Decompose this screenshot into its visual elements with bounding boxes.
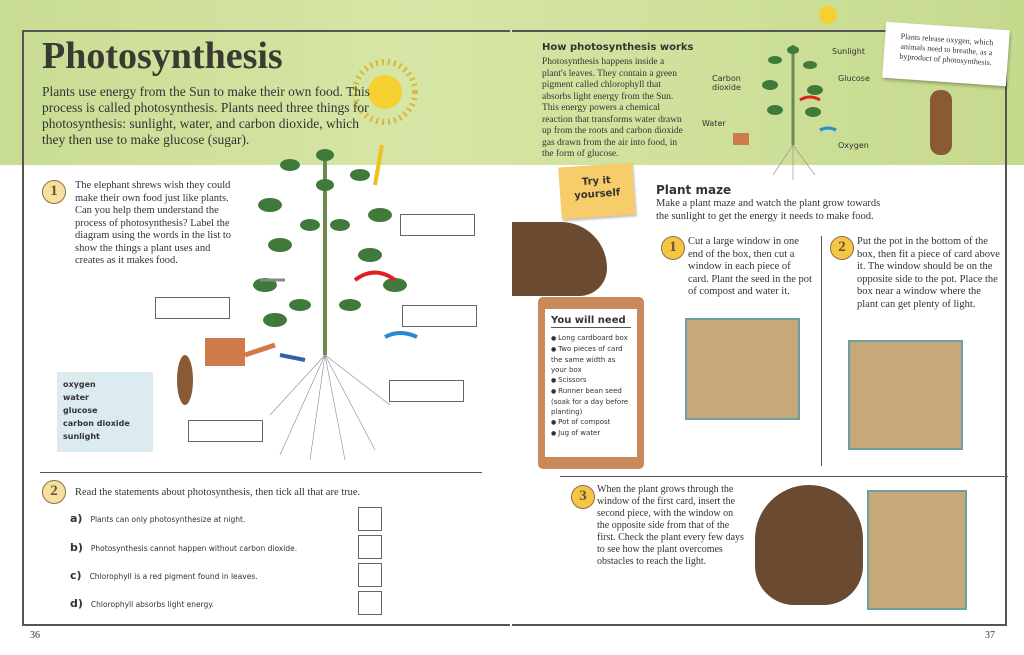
step-3-text: When the plant grows through the window of the first card, insert the second piece, with the window on the opposite side from that of the first. Check the plant every few days to see how the plant overcomes obstacles to reach the light. xyxy=(597,484,744,567)
need-item: ● Long cardboard box xyxy=(551,333,631,344)
statement-text: Photosynthesis cannot happen without carbon dioxide. xyxy=(90,544,298,553)
word: oxygen xyxy=(63,380,96,389)
statement-a xyxy=(70,512,245,525)
step-3-number: 3 xyxy=(571,485,595,509)
oxygen-note: Plants release oxygen, which animals need to breathe, as a byproduct of photosynthesis. xyxy=(882,22,1010,87)
activity-2-number: 2 xyxy=(42,480,66,504)
label-box-glucose[interactable] xyxy=(402,305,477,327)
label-oxygen: Oxygen xyxy=(838,141,869,150)
watering-can-icon xyxy=(733,133,749,145)
label-box-water[interactable] xyxy=(188,420,263,442)
try-it-yourself-note: Try it yourself xyxy=(558,162,635,219)
activity-2-text: Read the statements about photosynthesis, then tick all that are true. xyxy=(75,487,361,498)
step-1-number: 1 xyxy=(661,236,685,260)
elephant-trunk-illustration xyxy=(512,222,607,296)
page-number-left: 36 xyxy=(30,630,40,641)
word: carbon dioxide xyxy=(63,419,130,428)
checkbox-d[interactable] xyxy=(358,591,382,615)
mini-plant-illustration xyxy=(705,0,875,190)
statement-c xyxy=(70,569,258,582)
statement-letter: c) xyxy=(70,569,82,582)
watering-can-icon xyxy=(205,338,245,366)
word: glucose xyxy=(63,406,98,415)
sun-icon xyxy=(819,6,837,24)
step-2-text: Put the pot in the bottom of the box, then fit a piece of card above it. The window should be on the opposite side to the pot. Place the box near a window where the plant can get plenty of light. xyxy=(857,236,1000,310)
maze-title: Plant maze xyxy=(656,183,732,197)
step-2-number: 2 xyxy=(830,236,854,260)
statement-text: Chlorophyll is a red pigment found in leaves. xyxy=(89,572,258,581)
checkbox-a[interactable] xyxy=(358,507,382,531)
how-text: Photosynthesis happens inside a plant's leaves. They contain a green pigment called chlorophyll that absorbs light energy from the Sun. This energy powers a chemical reaction that transforms water drawn up from the roots and carbon dioxide gas drawn from the air into food, in the form of glucose. xyxy=(542,57,683,159)
divider xyxy=(821,236,822,466)
statement-letter: a) xyxy=(70,512,83,525)
how-title: How photosynthesis works xyxy=(542,42,694,53)
statement-letter: b) xyxy=(70,541,83,554)
box-illustration-step-3 xyxy=(867,490,967,610)
need-item: ● Two pieces of card the same width as your box xyxy=(551,344,631,375)
word: water xyxy=(63,393,89,402)
statement-text: Chlorophyll absorbs light energy. xyxy=(90,600,215,609)
shrew-icon xyxy=(177,355,193,405)
statement-b xyxy=(70,541,297,554)
step-1-text: Cut a large window in one end of the box, then cut a window in each piece of card. Plant the seed in the pot of compost and water it. xyxy=(688,236,812,297)
word-list xyxy=(57,372,153,452)
need-title: You will need xyxy=(551,315,631,328)
label-box-sunlight[interactable] xyxy=(400,214,475,236)
box-illustration-step-1 xyxy=(685,318,800,420)
shrew-icon xyxy=(930,90,952,155)
you-will-need-clipboard xyxy=(538,297,644,469)
divider xyxy=(560,476,1008,477)
elephant-illustration xyxy=(755,485,863,605)
label-sunlight: Sunlight xyxy=(832,47,865,56)
label-carbon-dioxide: Carbon dioxide xyxy=(712,74,741,92)
statement-d xyxy=(70,597,214,610)
label-box-oxygen[interactable] xyxy=(389,380,464,402)
statement-letter: d) xyxy=(70,597,83,610)
label-glucose: Glucose xyxy=(838,74,870,83)
checkbox-c[interactable] xyxy=(358,563,382,587)
checkbox-b[interactable] xyxy=(358,535,382,559)
label-box-carbon-dioxide[interactable] xyxy=(155,297,230,319)
page-title: Photosynthesis xyxy=(42,35,283,77)
need-item: ● Jug of water xyxy=(551,428,631,439)
statement-text: Plants can only photosynthesize at night. xyxy=(90,515,246,524)
need-item: ● Runner bean seed (soak for a day before planting) xyxy=(551,386,631,417)
label-water: Water xyxy=(702,119,726,128)
word: sunlight xyxy=(63,432,100,441)
need-item: ● Pot of compost xyxy=(551,417,631,428)
activity-1-number: 1 xyxy=(42,180,66,204)
need-item: ● Scissors xyxy=(551,375,631,386)
divider xyxy=(40,472,482,473)
maze-intro: Make a plant maze and watch the plant grow towards the sunlight to get the energy it needs to make food. xyxy=(656,198,881,222)
activity-1-text: The elephant shrews wish they could make their own food just like plants. Can you help them understand the process of photosynthesis? Label the diagram using the words in the list to show the things a plant uses and creates as it makes food. xyxy=(75,180,232,266)
box-illustration-step-2 xyxy=(848,340,963,450)
page-number-right: 37 xyxy=(985,630,995,641)
intro-text: Plants use energy from the Sun to make their own food. This process is called photosynthesis. Plants need three things for photosynthesis: sunlight, water, and carbon dioxide, which they then use to make glucose (sugar). xyxy=(42,84,370,147)
